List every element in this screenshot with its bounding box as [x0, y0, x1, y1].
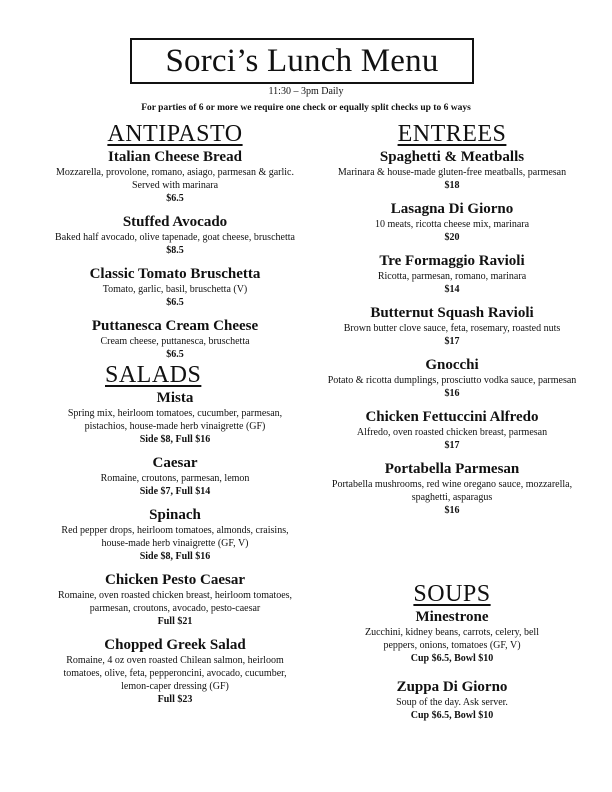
item-name: Gnocchi — [425, 357, 479, 373]
menu-item — [318, 357, 586, 400]
item-name: Tre Formaggio Ravioli — [379, 253, 525, 269]
item-price: Side $8, Full $16 — [139, 434, 211, 445]
menu-item — [318, 461, 586, 517]
item-description: Marinara & house-made gluten-free meatballs, parmesan — [337, 167, 567, 178]
item-name: Lasagna Di Giorno — [390, 201, 514, 217]
item-description: Cream cheese, puttanesca, bruschetta — [100, 336, 250, 347]
item-description: Alfredo, oven roasted chicken breast, parmesan — [356, 427, 548, 438]
menu-item — [318, 679, 586, 722]
item-name: Puttanesca Cream Cheese — [91, 318, 259, 334]
menu-item — [50, 318, 300, 361]
item-price: $6.5 — [166, 193, 184, 204]
item-name: Chicken Pesto Caesar — [105, 572, 245, 588]
item-name: Chopped Greek Salad — [104, 637, 246, 653]
hours-text: 11:30 – 3pm Daily — [268, 86, 344, 97]
menu-item — [318, 409, 586, 452]
item-description: Tomato, garlic, basil, bruschetta (V) — [102, 284, 248, 295]
item-name: Stuffed Avocado — [122, 214, 228, 230]
item-description: Potato & ricotta dumplings, prosciutto vodka sauce, parmesan — [327, 375, 577, 386]
item-description: Spring mix, heirloom tomatoes, cucumber, parmesan, pistachios, house-made herb vinaigrette (GF) — [67, 408, 283, 432]
item-description: Romaine, 4 oz oven roasted Chilean salmon, heirloom tomatoes, olive, feta, pepperoncini, avocado, cucumber, lemon-caper dressing (GF) — [63, 655, 287, 692]
item-name: Italian Cheese Bread — [108, 149, 242, 165]
item-description: Portabella mushrooms, red wine oregano sauce, mozzarella, spaghetti, asparagus — [331, 479, 573, 503]
item-description: Red pepper drops, heirloom tomatoes, almonds, craisins, house-made herb vinaigrette (GF, V) — [61, 525, 289, 549]
spacer — [318, 526, 586, 582]
item-description: Romaine, croutons, parmesan, lemon — [100, 473, 250, 484]
soups-heading: SOUPS — [413, 581, 491, 607]
menu-title: Sorci’s Lunch Menu — [165, 42, 439, 79]
antipasto-heading: ANTIPASTO — [107, 121, 243, 147]
entrees-heading: ENTREES — [397, 121, 507, 147]
item-price: $17 — [444, 336, 460, 347]
item-price: $17 — [444, 440, 460, 451]
menu-item — [50, 455, 300, 498]
item-description: Soup of the day. Ask server. — [396, 697, 508, 708]
item-name: Chicken Fettuccini Alfredo — [365, 409, 539, 425]
left-column — [50, 122, 300, 715]
item-description: Baked half avocado, olive tapenade, goat cheese, bruschetta — [55, 232, 295, 243]
menu-item — [318, 149, 586, 192]
party-notice: For parties of 6 or more we require one check or equally split checks up to 6 ways — [141, 103, 471, 113]
item-price: Side $8, Full $16 — [139, 551, 211, 562]
menu-item — [318, 201, 586, 244]
item-name: Butternut Squash Ravioli — [370, 305, 534, 321]
title-box — [130, 38, 474, 84]
item-name: Minestrone — [415, 609, 489, 625]
item-description: Ricotta, parmesan, romano, marinara — [377, 271, 527, 282]
item-price: Full $23 — [157, 694, 193, 705]
menu-item — [50, 149, 300, 205]
item-price: Full $21 — [157, 616, 193, 627]
item-price: $16 — [444, 505, 460, 516]
menu-item — [318, 609, 586, 665]
item-name: Mista — [156, 390, 194, 406]
item-description: 10 meats, ricotta cheese mix, marinara — [374, 219, 530, 230]
item-name: Portabella Parmesan — [384, 461, 520, 477]
item-name: Spinach — [149, 507, 201, 523]
item-name: Spaghetti & Meatballs — [379, 149, 525, 165]
item-price: $16 — [444, 388, 460, 399]
menu-item — [318, 253, 586, 296]
item-price: $6.5 — [166, 349, 184, 360]
menu-item — [50, 507, 300, 563]
item-price: $8.5 — [166, 245, 184, 256]
item-price: $18 — [444, 180, 460, 191]
item-price: Side $7, Full $14 — [139, 486, 211, 497]
item-name: Caesar — [152, 455, 198, 471]
item-price: Cup $6.5, Bowl $10 — [410, 653, 494, 664]
menu-item — [50, 390, 300, 446]
menu-item — [318, 305, 586, 348]
menu-item — [50, 637, 300, 706]
item-description: Mozzarella, provolone, romano, asiago, parmesan & garlic. Served with marinara — [56, 167, 294, 191]
item-price: Cup $6.5, Bowl $10 — [410, 710, 494, 721]
item-description: Romaine, oven roasted chicken breast, heirloom tomatoes, parmesan, croutons, avocado, pesto-caesar — [57, 590, 293, 614]
salads-heading: SALADS — [105, 362, 202, 388]
item-name: Classic Tomato Bruschetta — [89, 266, 261, 282]
item-name: Zuppa Di Giorno — [396, 679, 508, 695]
item-description: Brown butter clove sauce, feta, rosemary, roasted nuts — [343, 323, 561, 334]
menu-item — [50, 572, 300, 628]
item-price: $14 — [444, 284, 460, 295]
item-price: $6.5 — [166, 297, 184, 308]
right-column — [318, 122, 586, 731]
item-description: Zucchini, kidney beans, carrots, celery, bell peppers, onions, tomatoes (GF, V) — [364, 627, 539, 651]
item-price: $20 — [444, 232, 460, 243]
menu-item — [50, 266, 300, 309]
menu-item — [50, 214, 300, 257]
